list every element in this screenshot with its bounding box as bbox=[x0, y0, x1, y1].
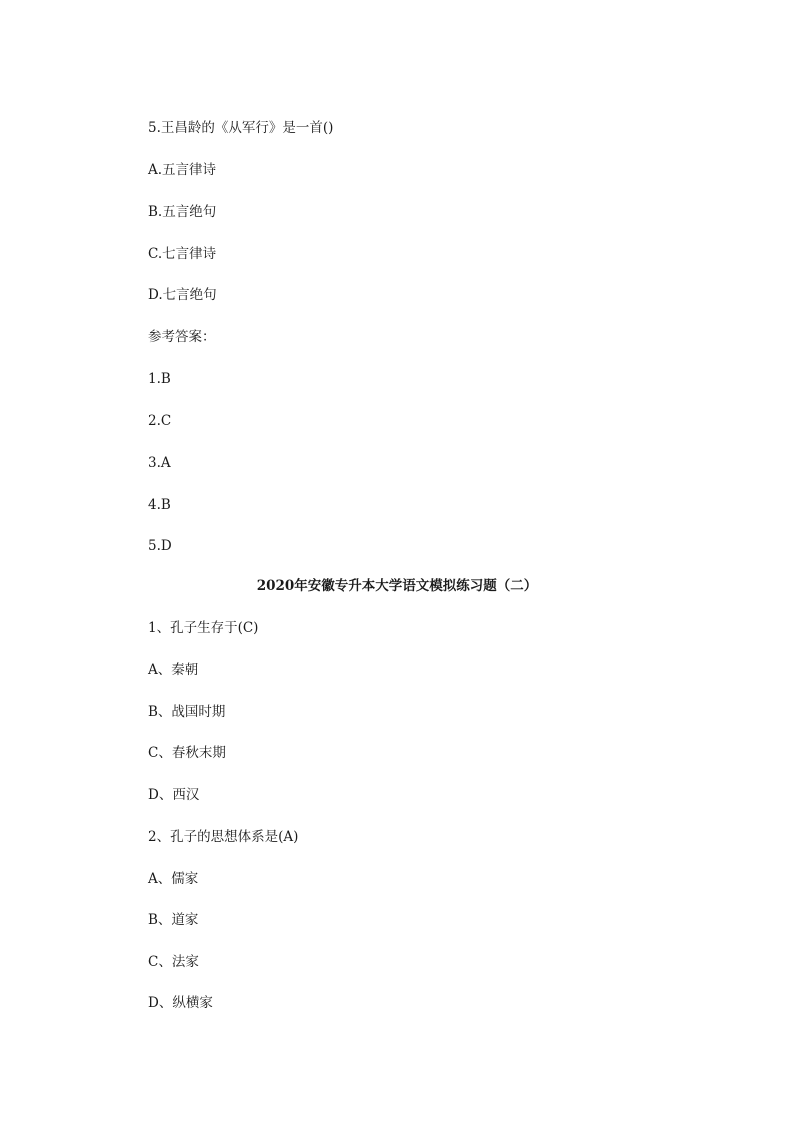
question-5-option-b: B.五言绝句 bbox=[148, 204, 217, 220]
answer-2: 2.C bbox=[148, 413, 172, 429]
answer-1: 1.B bbox=[148, 371, 171, 387]
answer-5: 5.D bbox=[148, 538, 172, 554]
question-1-stem: 1、孔子生存于(C) bbox=[148, 620, 259, 636]
section-title: 2020年安徽专升本大学语文模拟练习题（二） bbox=[256, 578, 538, 594]
question-2-option-c: C、法家 bbox=[148, 954, 199, 970]
question-2-option-b: B、道家 bbox=[148, 912, 199, 928]
question-5-stem: 5.王昌龄的《从军行》是一首() bbox=[148, 120, 334, 136]
question-2-option-a: A、儒家 bbox=[148, 871, 199, 887]
question-1-option-c: C、春秋末期 bbox=[148, 745, 226, 761]
answer-4: 4.B bbox=[148, 497, 171, 513]
question-5-option-a: A.五言律诗 bbox=[148, 162, 217, 178]
question-2-option-d: D、纵横家 bbox=[148, 995, 213, 1011]
question-5-option-c: C.七言律诗 bbox=[148, 246, 217, 262]
question-2-stem: 2、孔子的思想体系是(A) bbox=[148, 829, 299, 845]
answer-3: 3.A bbox=[148, 455, 171, 471]
question-1-option-a: A、秦朝 bbox=[148, 662, 199, 678]
question-1-option-b: B、战国时期 bbox=[148, 704, 226, 720]
answers-heading: 参考答案： bbox=[148, 329, 216, 345]
question-1-option-d: D、西汉 bbox=[148, 787, 200, 803]
question-5-option-d: D.七言绝句 bbox=[148, 287, 217, 303]
